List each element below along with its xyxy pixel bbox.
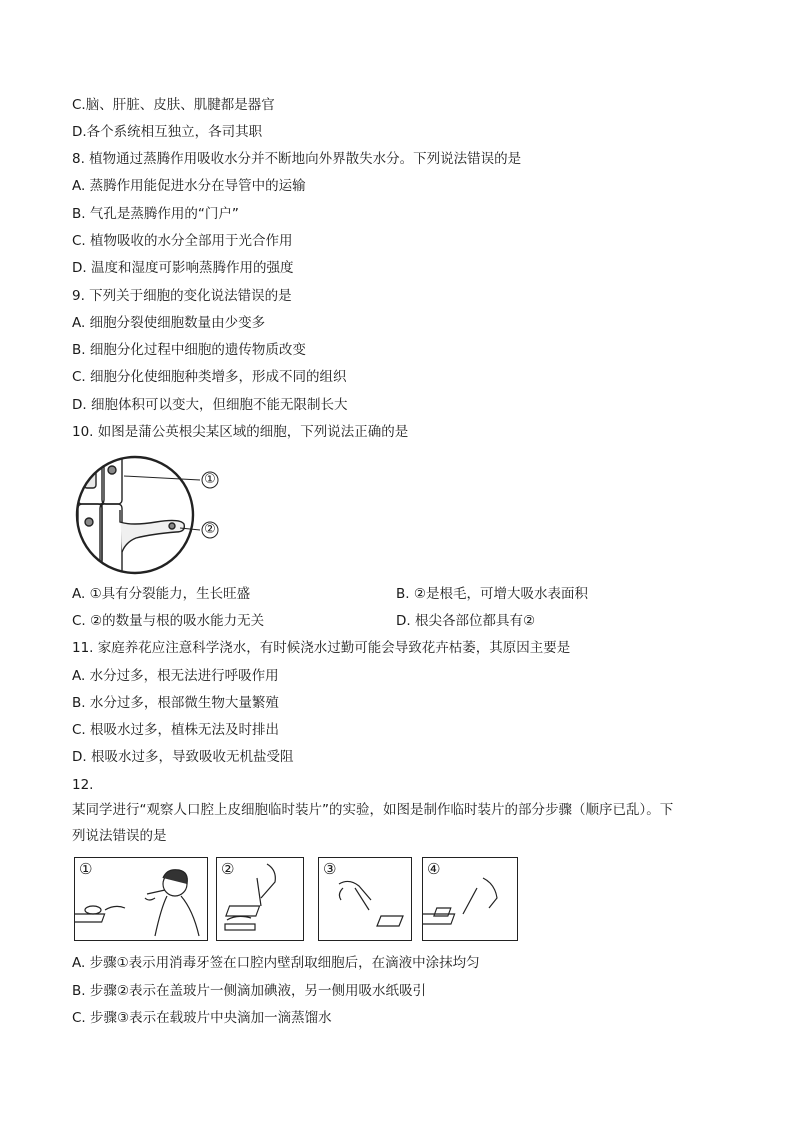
q11-stem: 11. 家庭养花应注意科学浇水，有时候浇水过勤可能会导致花卉枯萎，其原因主要是 [72,640,571,656]
placing-coverslip-icon [423,858,517,938]
q12-stem-line1: 某同学进行“观察人口腔上皮细胞临时装片”的实验，如图是制作临时装片的部分步骤（顺序已乱）。下 [72,802,674,818]
q12-stem-line2: 列说法错误的是 [72,828,167,844]
slide-steps-figure [74,857,524,943]
q12-number: 12. [72,777,94,793]
figure-label-2: ② [204,522,216,537]
step-panel-2-number: ② [221,860,235,878]
figure-label-1: ① [204,472,216,487]
step-panel-2 [216,857,304,941]
dropping-water-icon [319,858,411,938]
q10-option-c: C. ②的数量与根的吸水能力无关 [72,613,265,629]
step-panel-3-number: ③ [323,860,337,878]
q11-option-d: D. 根吸水过多，导致吸收无机盐受阻 [72,749,294,765]
step-panel-1-number: ① [79,860,93,878]
adding-iodine-icon [217,858,303,938]
q12-option-a: A. 步骤①表示用消毒牙签在口腔内壁刮取细胞后，在滴液中涂抹均匀 [72,955,480,971]
q9-option-b: B. 细胞分化过程中细胞的遗传物质改变 [72,342,306,358]
step-panel-4 [422,857,518,941]
q7-option-d: D.各个系统相互独立，各司其职 [72,124,263,140]
q10-option-d: D. 根尖各部位都具有② [396,613,536,629]
root-hair-cell-figure [72,452,232,576]
q9-stem: 9. 下列关于细胞的变化说法错误的是 [72,288,292,304]
q9-option-a: A. 细胞分裂使细胞数量由少变多 [72,315,266,331]
q8-option-d: D. 温度和湿度可影响蒸腾作用的强度 [72,260,294,276]
step-panel-3 [318,857,412,941]
q10-option-a: A. ①具有分裂能力，生长旺盛 [72,586,251,602]
q10-stem: 10. 如图是蒲公英根尖某区域的细胞，下列说法正确的是 [72,424,409,440]
q11-option-c: C. 根吸水过多，植株无法及时排出 [72,722,280,738]
q9-option-d: D. 细胞体积可以变大，但细胞不能无限制长大 [72,397,348,413]
q9-option-c: C. 细胞分化使细胞种类增多，形成不同的组织 [72,369,347,385]
q12-option-b: B. 步骤②表示在盖玻片一侧滴加碘液，另一侧用吸水纸吸引 [72,983,426,999]
q11-option-b: B. 水分过多，根部微生物大量繁殖 [72,695,279,711]
q8-option-c: C. 植物吸收的水分全部用于光合作用 [72,233,293,249]
step-panel-1 [74,857,208,941]
q8-option-a: A. 蒸腾作用能促进水分在导管中的运输 [72,178,306,194]
q10-option-b: B. ②是根毛，可增大吸水表面积 [396,586,588,602]
q7-option-c: C.脑、肝脏、皮肤、肌腱都是器官 [72,97,275,113]
q11-option-a: A. 水分过多，根无法进行呼吸作用 [72,668,279,684]
q12-option-c: C. 步骤③表示在载玻片中央滴加一滴蒸馏水 [72,1010,332,1026]
q8-stem: 8. 植物通过蒸腾作用吸收水分并不断地向外界散失水分。下列说法错误的是 [72,151,522,167]
scraping-cells-icon [75,858,205,938]
step-panel-4-number: ④ [427,860,441,878]
q8-option-b: B. 气孔是蒸腾作用的“门户” [72,206,239,222]
